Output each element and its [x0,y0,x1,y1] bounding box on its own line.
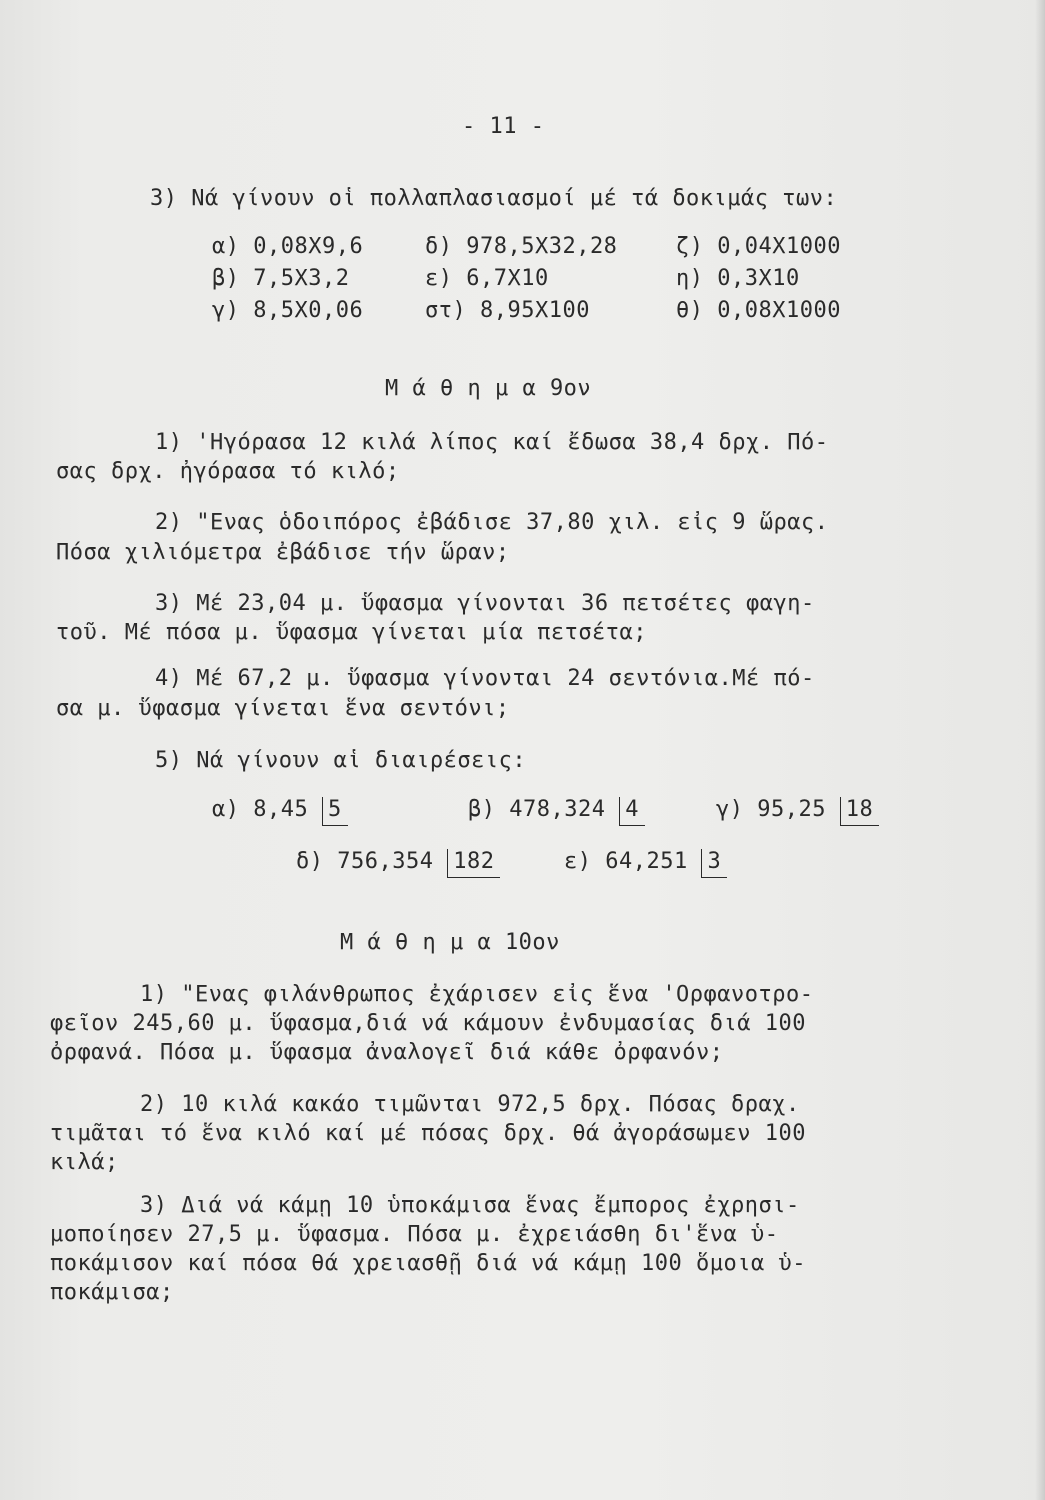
lesson-10-title: Μ ά θ η μ α 10ον [340,930,560,955]
page-number: - 11 - [462,114,545,139]
mult-item-h: η) 0,3Χ10 [676,266,800,291]
division-g-dividend: γ) 95,25 [716,797,826,822]
mult-item-a: α) 0,08Χ9,6 [212,234,364,259]
division-e-dividend: ε) 64,251 [564,849,688,874]
l10-p2-line3: κιλά; [50,1150,119,1175]
division-d-divisor: 182 [447,849,500,878]
mult-item-b: β) 7,5Χ3,2 [212,266,350,291]
l9-p4-line1: 4) Μέ 67,2 μ. ὕφασμα γίνονται 24 σεντόνια.Μέ πό- [155,666,815,691]
l10-p1-line1: 1) "Ενας φιλάνθρωπος ἐχάρισεν εἰς ἕνα 'Ορφανοτρο- [140,982,814,1007]
l9-p1-line2: σας δρχ. ἠγόρασα τό κιλό; [56,459,400,484]
l9-p3-line2: τοῦ. Μέ πόσα μ. ὕφασμα γίνεται μία πετσέτα; [56,620,648,645]
division-d [296,849,500,878]
l10-p2-line1: 2) 10 κιλά κακάο τιμῶνται 972,5 δρχ. Πόσας δραχ. [140,1092,800,1117]
mult-item-th: θ) 0,08Χ1000 [676,298,841,323]
l9-p2-line1: 2) "Ενας ὁδοιπόρος ἐβάδισε 37,80 χιλ. εἰς 9 ὥρας. [155,510,829,535]
lesson-9-title: Μ ά θ η μ α 9ον [385,376,592,401]
l10-p1-line3: ὀρφανά. Πόσα μ. ὕφασμα ἀναλογεῖ διά κάθε ὀρφανόν; [50,1040,724,1065]
division-a-divisor: 5 [322,797,348,826]
l10-p1-line2: φεῖον 245,60 μ. ὕφασμα,διά νά κάμουν ἐνδυμασίας διά 100 [50,1011,806,1036]
division-a-dividend: α) 8,45 [212,797,309,822]
mult-item-g: γ) 8,5Χ0,06 [212,298,364,323]
mult-item-z: ζ) 0,04Χ1000 [676,234,841,259]
l9-p5: 5) Νά γίνουν αἱ διαιρέσεις: [155,748,527,773]
division-d-dividend: δ) 756,354 [296,849,434,874]
l10-p3-line3: ποκάμισον καί πόσα θά χρειασθῇ διά νά κάμῃ 100 ὅμοια ὑ- [50,1251,806,1276]
division-b-divisor: 4 [619,797,645,826]
l9-p1-line1: 1) 'Ηγόρασα 12 κιλά λίπος καί ἔδωσα 38,4 δρχ. Πό- [155,430,829,455]
l9-p3-line1: 3) Μέ 23,04 μ. ὕφασμα γίνονται 36 πετσέτες φαγη- [155,591,815,616]
l10-p2-line2: τιμᾶται τό ἕνα κιλό καί μέ πόσας δρχ. θά ἀγοράσωμεν 100 [50,1121,806,1146]
l9-p2-line2: Πόσα χιλιόμετρα ἐβάδισε τήν ὥραν; [56,540,510,565]
mult-item-st: στ) 8,95Χ100 [425,298,590,323]
division-b-dividend: β) 478,324 [468,797,606,822]
l10-p3-line4: ποκάμισα; [50,1280,174,1305]
mult-item-d: δ) 978,5Χ32,28 [425,234,618,259]
mult-item-e: ε) 6,7Χ10 [425,266,549,291]
division-g-divisor: 18 [840,797,880,826]
division-a [212,797,348,826]
l10-p3-line1: 3) Διά νά κάμῃ 10 ὑποκάμισα ἕνας ἔμπορος ἐχρησι- [140,1193,800,1218]
exercise-3-heading: 3) Νά γίνουν οἱ πολλαπλασιασμοί μέ τά δοκιμάς των: [150,186,838,211]
division-e [564,849,727,878]
l9-p4-line2: σα μ. ὕφασμα γίνεται ἕνα σεντόνι; [56,696,510,721]
l10-p3-line2: μοποίησεν 27,5 μ. ὕφασμα. Πόσα μ. ἐχρειάσθη δι'ἕνα ὑ- [50,1222,779,1247]
division-b [468,797,645,826]
division-e-divisor: 3 [701,849,727,878]
division-g [716,797,879,826]
